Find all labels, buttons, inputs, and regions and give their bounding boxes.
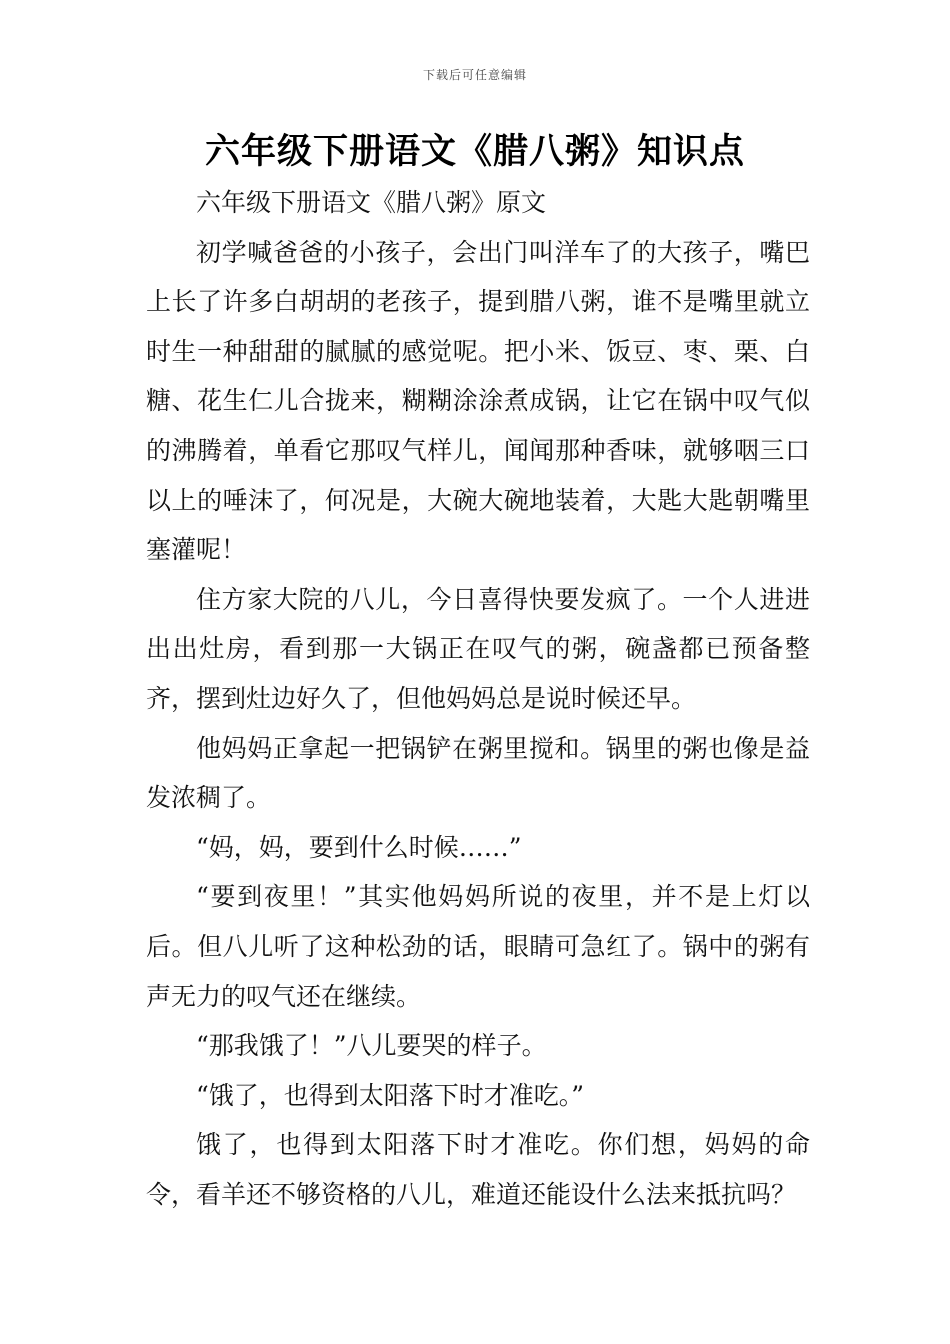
- document-title: 六年级下册语文《腊八粥》知识点: [204, 132, 745, 172]
- paragraph: 他妈妈正拿起一把锅铲在粥里搅和。锅里的粥也像是益发浓稠了。: [146, 733, 810, 813]
- paragraph-subtitle: 六年级下册语文《腊八粥》原文: [196, 188, 547, 217]
- paragraph: 住方家大院的八儿，今日喜得快要发疯了。一个人进进出出灶房，看到那一大锅正在叹气的粥，碗盏都已预备整齐，摆到灶边好久了，但他妈妈总是说时候还早。: [146, 584, 810, 713]
- paragraph: 初学喊爸爸的小孩子，会出门叫洋车了的大孩子，嘴巴上长了许多白胡胡的老孩子，提到腊八粥，谁不是嘴里就立时生一种甜甜的腻腻的感觉呢。把小米、饭豆、枣、栗、白糖、花生仁儿合拢来，糊糊涂涂煮成锅，让它在锅中叹气似的沸腾着，单看它那叹气样儿，闻闻那种香味，就够咽三口以上的唾沫了，何况是，大碗大碗地装着，大匙大匙朝嘴里塞灌呢！: [146, 237, 810, 565]
- paragraph: 饿了，也得到太阳落下时才准吃。你们想，妈妈的命令，看羊还不够资格的八儿，难道还能设什么法来抵抗吗？: [146, 1130, 810, 1209]
- paragraph: “那我饿了！”八儿要哭的样子。: [196, 1031, 547, 1061]
- paragraph: “妈，妈，要到什么时候……”: [196, 832, 522, 862]
- document-body: [146, 178, 810, 1219]
- paragraph: “要到夜里！”其实他妈妈所说的夜里，并不是上灯以后。但八儿听了这种松劲的话，眼睛可急红了。锅中的粥有声无力的叹气还在继续。: [146, 882, 810, 1011]
- paragraph: “饿了，也得到太阳落下时才准吃。”: [196, 1080, 585, 1110]
- header-note: 下载后可任意编辑: [422, 68, 527, 82]
